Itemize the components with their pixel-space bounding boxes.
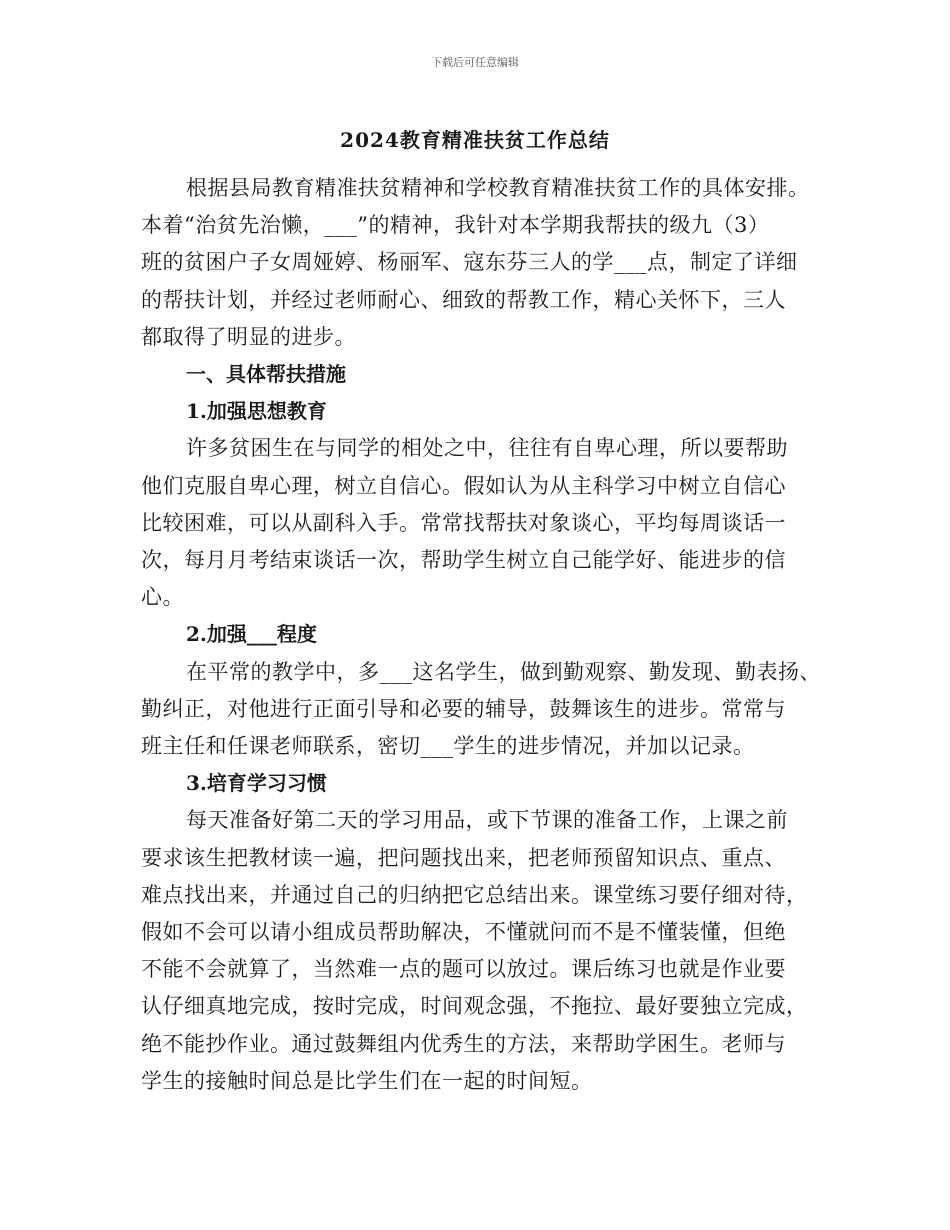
text-line: 本着“治贫先治懒，___”的精神，我针对本学期我帮扶的级九（3） xyxy=(141,213,770,238)
intro-paragraph xyxy=(141,170,821,356)
text-line: 心。 xyxy=(141,585,184,610)
subsection-heading: 1.加强思想教育 xyxy=(186,399,327,424)
text-line: 根据县局教育精准扶贫精神和学校教育精准扶贫工作的具体安排。 xyxy=(186,176,810,200)
subsection-heading: 3.培育学习习惯 xyxy=(186,771,327,796)
subsection-paragraph xyxy=(141,430,821,616)
document-title: 2024教育精准扶贫工作总结 xyxy=(340,128,610,152)
text-line: 每天准备好第二天的学习用品，或下节课的准备工作，上课之前 xyxy=(186,808,788,833)
text-line: 勤纠正，对他进行正面引导和必要的辅导，鼓舞该生的进步。常常与 xyxy=(141,696,786,721)
text-line: 假如不会可以请小组成员帮助解决，不懂就问而不是不懂装懂，但绝 xyxy=(141,920,786,945)
text-line: 绝不能抄作业。通过鼓舞组内优秀生的方法，来帮助学困生。老师与 xyxy=(141,1031,786,1056)
text-line: 难点找出来，并通过自己的归纳把它总结出来。课堂练习要仔细对待， xyxy=(141,882,808,907)
header-note: 下载后可任意编辑 xyxy=(431,56,519,69)
text-line: 班主任和任课老师联系，密切___学生的进步情况，并加以记录。 xyxy=(141,734,755,759)
subsection-paragraph xyxy=(141,802,821,1100)
subsection-heading: 2.加强___程度 xyxy=(186,622,317,647)
text-line: 要求该生把教材读一遍，把问题找出来，把老师预留知识点、重点、 xyxy=(141,845,786,870)
text-line: 比较困难，可以从副科入手。常常找帮扶对象谈心，平均每周谈话一 xyxy=(141,510,786,535)
section-heading: 一、具体帮扶措施 xyxy=(186,362,346,387)
text-line: 都取得了明显的进步。 xyxy=(141,324,356,349)
text-line: 不能不会就算了，当然难一点的题可以放过。课后练习也就是作业要 xyxy=(141,957,786,982)
text-line: 他们克服自卑心理，树立自信心。假如认为从主科学习中树立自信心 xyxy=(141,473,786,498)
text-line: 次，每月月考结束谈话一次，帮助学生树立自己能学好、能进步的信 xyxy=(141,548,786,573)
document-body xyxy=(141,170,821,1100)
text-line: 班的贫困户子女周娅婷、杨丽军、寇东芬三人的学___点，制定了详细 xyxy=(141,250,798,275)
text-line: 许多贫困生在与同学的相处之中，往往有自卑心理，所以要帮助 xyxy=(186,436,788,461)
text-line: 在平常的教学中，多___这名学生，做到勤观察、勤发现、勤表扬、 xyxy=(186,659,821,684)
text-line: 学生的接触时间总是比学生们在一起的时间短。 xyxy=(141,1068,593,1093)
subsection-paragraph xyxy=(141,654,821,766)
text-line: 的帮扶计划，并经过老师耐心、细致的帮教工作，精心关怀下，三人 xyxy=(141,287,786,312)
text-line: 认仔细真地完成，按时完成，时间观念强，不拖拉、最好要独立完成， xyxy=(141,994,808,1019)
